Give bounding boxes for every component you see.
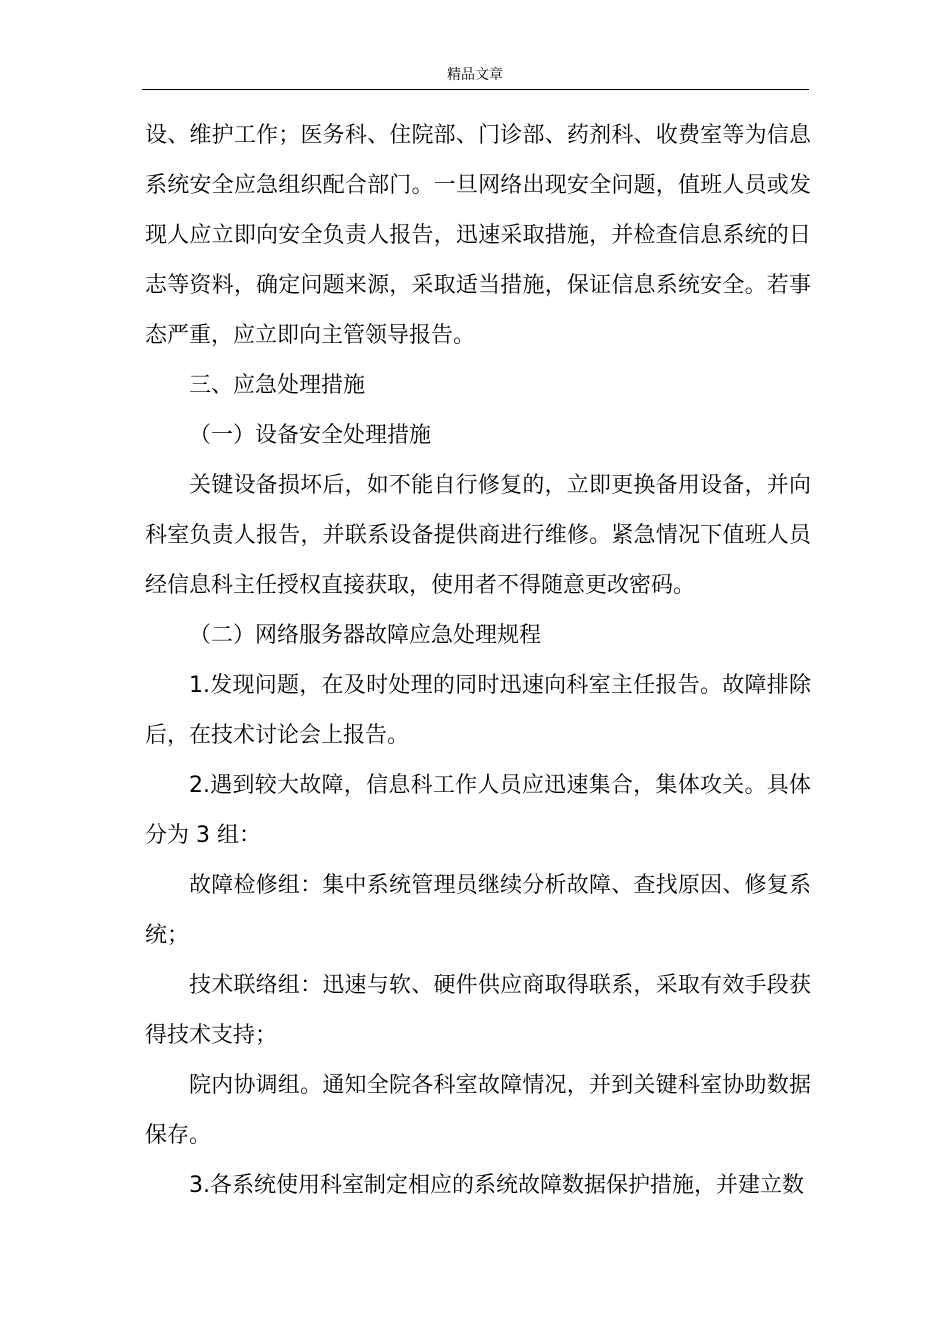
document-body [145,111,811,1211]
header-divider [142,89,809,90]
list-item: 1.发现问题，在及时处理的同时迅速向科室主任报告。故障排除后，在技术讨论会上报告。 [145,673,811,748]
subsection-heading: （二）网络服务器故障应急处理规程 [189,623,542,648]
page-header: 精品文章 [447,67,503,83]
paragraph: 关键设备损坏后，如不能自行修复的，立即更换备用设备，并向科室负责人报告，并联系设备提供商进行维修。紧急情况下值班人员经信息科主任授权直接获取，使用者不得随意更改密码。 [145,473,811,598]
section-heading: 三、应急处理措施 [189,373,366,398]
list-item: 2.遇到较大故障，信息科工作人员应迅速集合，集体攻关。具体分为 3 组： [145,773,811,848]
list-item: 3.各系统使用科室制定相应的系统故障数据保护措施，并建立数 [189,1173,804,1198]
subsection-heading: （一）设备安全处理措施 [189,423,432,448]
group-description: 院内协调组。通知全院各科室故障情况，并到关键科室协助数据保存。 [145,1073,811,1148]
group-description: 技术联络组：迅速与软、硬件供应商取得联系，采取有效手段获得技术支持； [145,973,811,1048]
paragraph-continued: 设、维护工作；医务科、住院部、门诊部、药剂科、收费室等为信息系统安全应急组织配合部门。一旦网络出现安全问题，值班人员或发现人应立即向安全负责人报告，迅速采取措施，并检查信息系统的日志等资料，确定问题来源，采取适当措施，保证信息系统安全。若事态严重，应立即向主管领导报告。 [145,123,811,348]
group-description: 故障检修组：集中系统管理员继续分析故障、查找原因、修复系统； [145,873,811,948]
